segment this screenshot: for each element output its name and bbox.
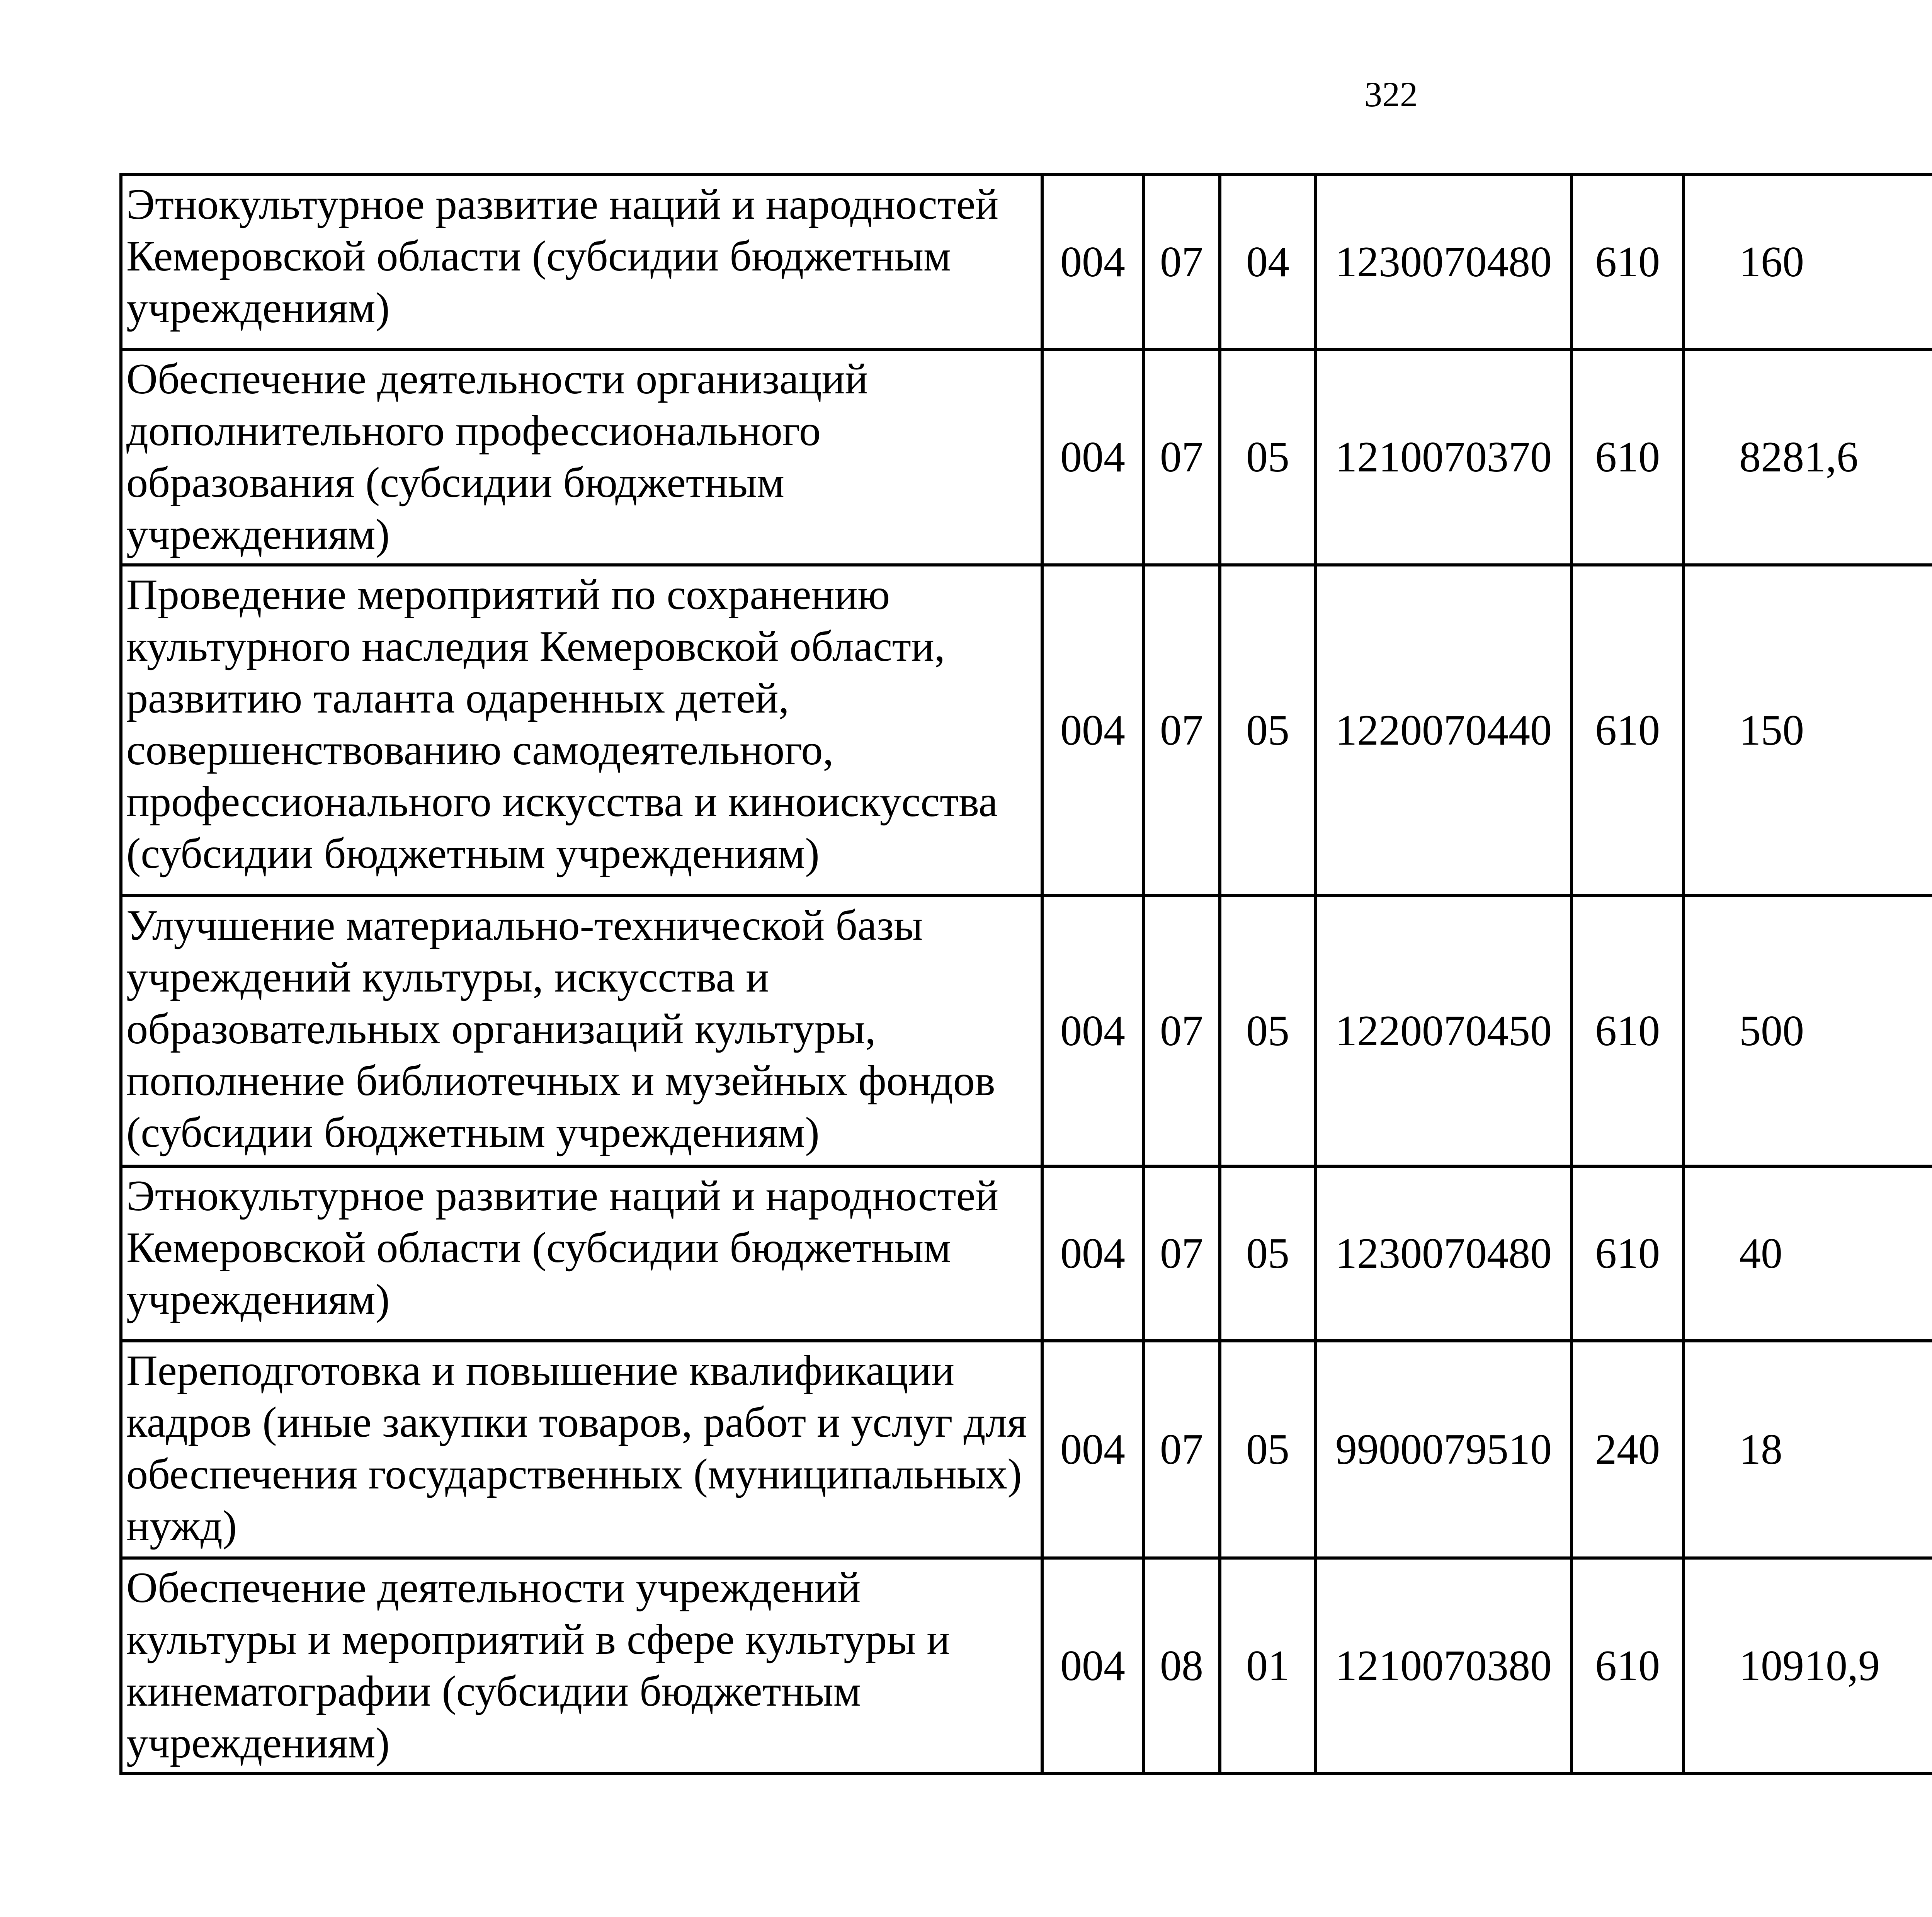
- budget-table: [119, 173, 1932, 1775]
- expense-type-code: 610: [1571, 565, 1684, 896]
- table-row: [121, 565, 1932, 896]
- subsection-code: 05: [1220, 896, 1316, 1166]
- expense-type-code: 610: [1571, 349, 1684, 565]
- expense-type-code: 610: [1571, 1558, 1684, 1774]
- amount-year-1: 8281,6: [1684, 349, 1932, 565]
- target-article-code: 1230070480: [1316, 175, 1571, 349]
- section-code: 07: [1143, 175, 1220, 349]
- target-article-code: 1220070450: [1316, 896, 1571, 1166]
- ministry-code: 004: [1042, 349, 1143, 565]
- row-description: Этнокультурное развитие наций и народностей Кемеровской области (субсидии бюджетным учреждениям): [121, 1166, 1042, 1341]
- ministry-code: 004: [1042, 1166, 1143, 1341]
- ministry-code: 004: [1042, 1341, 1143, 1558]
- target-article-code: 1210070370: [1316, 349, 1571, 565]
- amount-year-1: 40: [1684, 1166, 1932, 1341]
- section-code: 07: [1143, 896, 1220, 1166]
- amount-year-1: 150: [1684, 565, 1932, 896]
- expense-type-code: 610: [1571, 896, 1684, 1166]
- section-code: 07: [1143, 565, 1220, 896]
- expense-type-code: 610: [1571, 175, 1684, 349]
- target-article-code: 9900079510: [1316, 1341, 1571, 1558]
- subsection-code: 01: [1220, 1558, 1316, 1774]
- subsection-code: 05: [1220, 1341, 1316, 1558]
- target-article-code: 1220070440: [1316, 565, 1571, 896]
- table-row: [121, 349, 1932, 565]
- expense-type-code: 610: [1571, 1166, 1684, 1341]
- amount-year-1: 18: [1684, 1341, 1932, 1558]
- subsection-code: 05: [1220, 349, 1316, 565]
- target-article-code: 1230070480: [1316, 1166, 1571, 1341]
- row-description: Обеспечение деятельности учреждений культуры и мероприятий в сфере культуры и кинематографии (субсидии бюджетным учреждениям): [121, 1558, 1042, 1774]
- ministry-code: 004: [1042, 175, 1143, 349]
- expense-type-code: 240: [1571, 1341, 1684, 1558]
- row-description: Обеспечение деятельности организаций дополнительного профессионального образования (субсидии бюджетным учреждениям): [121, 349, 1042, 565]
- subsection-code: 05: [1220, 1166, 1316, 1341]
- row-description: Улучшение материально-технической базы учреждений культуры, искусства и образовательных организаций культуры, пополнение библиотечных и музейных фондов (субсидии бюджетным учреждениям): [121, 896, 1042, 1166]
- row-description: Переподготовка и повышение квалификации кадров (иные закупки товаров, работ и услуг для обеспечения государственных (муниципальных) нужд): [121, 1341, 1042, 1558]
- section-code: 07: [1143, 1166, 1220, 1341]
- table-row: [121, 1558, 1932, 1774]
- table-row: [121, 1166, 1932, 1341]
- ministry-code: 004: [1042, 896, 1143, 1166]
- subsection-code: 05: [1220, 565, 1316, 896]
- table-row: [121, 896, 1932, 1166]
- section-code: 07: [1143, 1341, 1220, 1558]
- subsection-code: 04: [1220, 175, 1316, 349]
- amount-year-1: 160: [1684, 175, 1932, 349]
- ministry-code: 004: [1042, 1558, 1143, 1774]
- amount-year-1: 10910,9: [1684, 1558, 1932, 1774]
- amount-year-1: 500: [1684, 896, 1932, 1166]
- row-description: Этнокультурное развитие наций и народностей Кемеровской области (субсидии бюджетным учреждениям): [121, 175, 1042, 349]
- section-code: 08: [1143, 1558, 1220, 1774]
- target-article-code: 1210070380: [1316, 1558, 1571, 1774]
- ministry-code: 004: [1042, 565, 1143, 896]
- table-row: [121, 175, 1932, 349]
- section-code: 07: [1143, 349, 1220, 565]
- page-number: 322: [1364, 75, 1418, 114]
- table-row: [121, 1341, 1932, 1558]
- row-description: Проведение мероприятий по сохранению культурного наследия Кемеровской области, развитию таланта одаренных детей, совершенствованию самодеятельного, профессионального искусства и киноискусства (субсидии бюджетным учреждениям): [121, 565, 1042, 896]
